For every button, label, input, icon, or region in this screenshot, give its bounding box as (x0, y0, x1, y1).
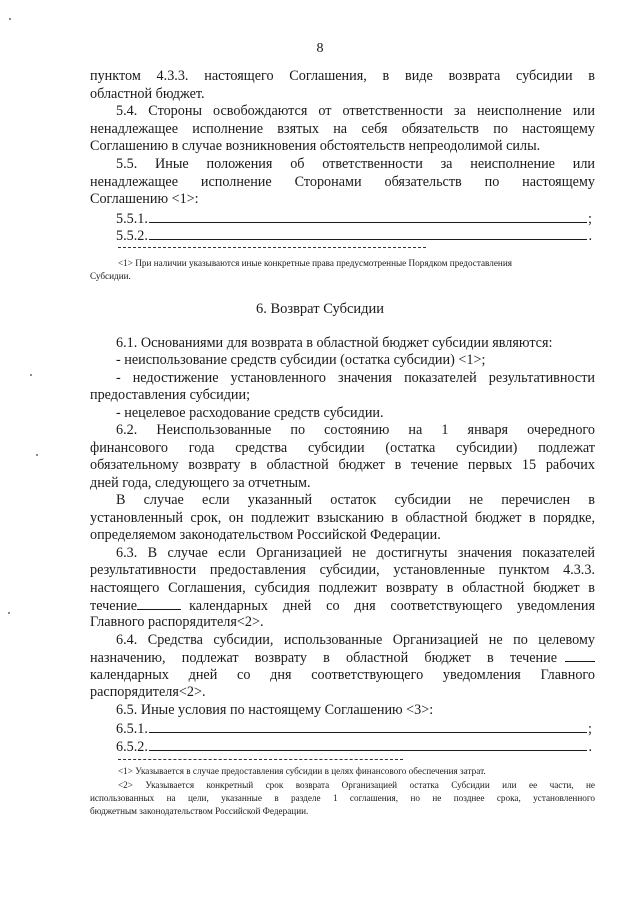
footnote: использованных на цели, указанные в разделе 1 соглашения, но не позднее срока, установленного (90, 793, 595, 803)
blank-line (149, 719, 587, 733)
fill-line-end: . (588, 228, 592, 244)
scan-speck (8, 612, 10, 614)
text-line (90, 649, 595, 668)
text-line: пунктом 4.3.3. настоящего Соглашения, в виде возврата субсидии в (90, 68, 595, 84)
fill-line-6-5-2 (116, 737, 592, 757)
text-line: 5.4. Стороны освобождаются от ответственности за неисполнение или (116, 103, 595, 119)
footnote-separator (118, 759, 403, 760)
text-fragment: течение (90, 598, 138, 614)
text-line: 6.1. Основаниями для возврата в областной бюджет субсидии являются: (116, 335, 553, 351)
text-line: предоставления субсидии; (90, 387, 251, 403)
footnote: бюджетным законодательством Российской Федерации. (90, 806, 309, 816)
text-line: 6.3. В случае если Организацией не достигнуты значения показателей (116, 545, 595, 561)
text-line: - нецелевое расходование средств субсидии. (116, 405, 384, 421)
text-line: установленный срок, он подлежит взысканию в областной бюджет в порядке, (90, 510, 595, 526)
text-line: распорядителя<2>. (90, 684, 206, 700)
text-line: ненадлежащее исполнение взятых на себя обязательств по настоящему (90, 121, 595, 137)
blank-line (149, 737, 588, 751)
fill-line-end: ; (588, 721, 592, 737)
fill-line-5-5-2 (116, 226, 592, 246)
text-line: Соглашению в случае возникновения обстоятельств непреодолимой силы. (90, 138, 541, 154)
text-line: 5.5. Иные положения об ответственности за неисполнение или (116, 156, 595, 172)
text-line: дней года, следующего за отчетным. (90, 475, 311, 491)
text-line: В случае если указанный остаток субсидии не перечислен в (116, 492, 595, 508)
text-line: областной бюджет. (90, 86, 205, 102)
fill-line-label: 5.5.1. (116, 211, 148, 227)
text-line: 6.2. Неиспользованные по состоянию на 1 января очередного (116, 422, 595, 438)
scan-speck (36, 454, 38, 456)
fill-line-label: 6.5.1. (116, 721, 148, 737)
text-fragment: назначению, подлежат возврату в областной бюджет в течение (90, 650, 557, 666)
text-fragment: календарных дней со дня соответствующего уведомления (189, 598, 595, 614)
text-line: настоящего Соглашения, субсидия подлежит возврату в областной бюджет в (90, 580, 595, 596)
blank-line (137, 597, 181, 610)
text-line: определяемом законодательством Российской Федерации. (90, 527, 441, 543)
footnote: <2> Указывается конкретный срок возврата Организацией остатка Субсидии или ее части, не (118, 780, 595, 790)
footnote: Субсидии. (90, 271, 131, 281)
text-line (90, 597, 595, 616)
blank-line (149, 226, 588, 240)
page-number: 8 (316, 41, 324, 56)
fill-line-label: 6.5.2. (116, 739, 148, 755)
fill-line-end: . (588, 739, 592, 755)
text-line: ненадлежащее исполнение Сторонами обязательств по настоящему (90, 174, 595, 190)
blank-line (565, 649, 595, 662)
blank-line (149, 209, 587, 223)
text-line: результативности предоставления субсидии, установленные пунктом 4.3.3. (90, 562, 595, 578)
section-heading: 6. Возврат Субсидии (255, 301, 385, 317)
text-line: Соглашению <1>: (90, 191, 199, 207)
text-line: календарных дней со дня соответствующего уведомления Главного (90, 667, 595, 683)
footnote-separator (118, 247, 426, 248)
fill-line-end: ; (588, 211, 592, 227)
text-line: 6.4. Средства субсидии, использованные Организацией не по целевому (116, 632, 595, 648)
fill-line-label: 5.5.2. (116, 228, 148, 244)
text-line: финансового года средства субсидии (остатка субсидии) подлежат (90, 440, 595, 456)
fill-line-6-5-1 (116, 719, 592, 739)
footnote: <1> Указывается в случае предоставления субсидии в целях финансового обеспечения затрат. (118, 766, 486, 776)
text-line: обязательному возврату в областной бюджет в течение первых 15 рабочих (90, 457, 595, 473)
text-line: 6.5. Иные условия по настоящему Соглашению <3>: (116, 702, 434, 718)
footnote: <1> При наличии указываются иные конкретные права предусмотренные Порядком предоставления (118, 258, 512, 268)
scan-speck (9, 18, 11, 20)
text-line: Главного распорядителя<2>. (90, 614, 264, 630)
text-line: - недостижение установленного значения показателей результативности (116, 370, 595, 386)
text-line: - неиспользование средств субсидии (остатка субсидии) <1>; (116, 352, 486, 368)
scan-speck (30, 374, 32, 376)
